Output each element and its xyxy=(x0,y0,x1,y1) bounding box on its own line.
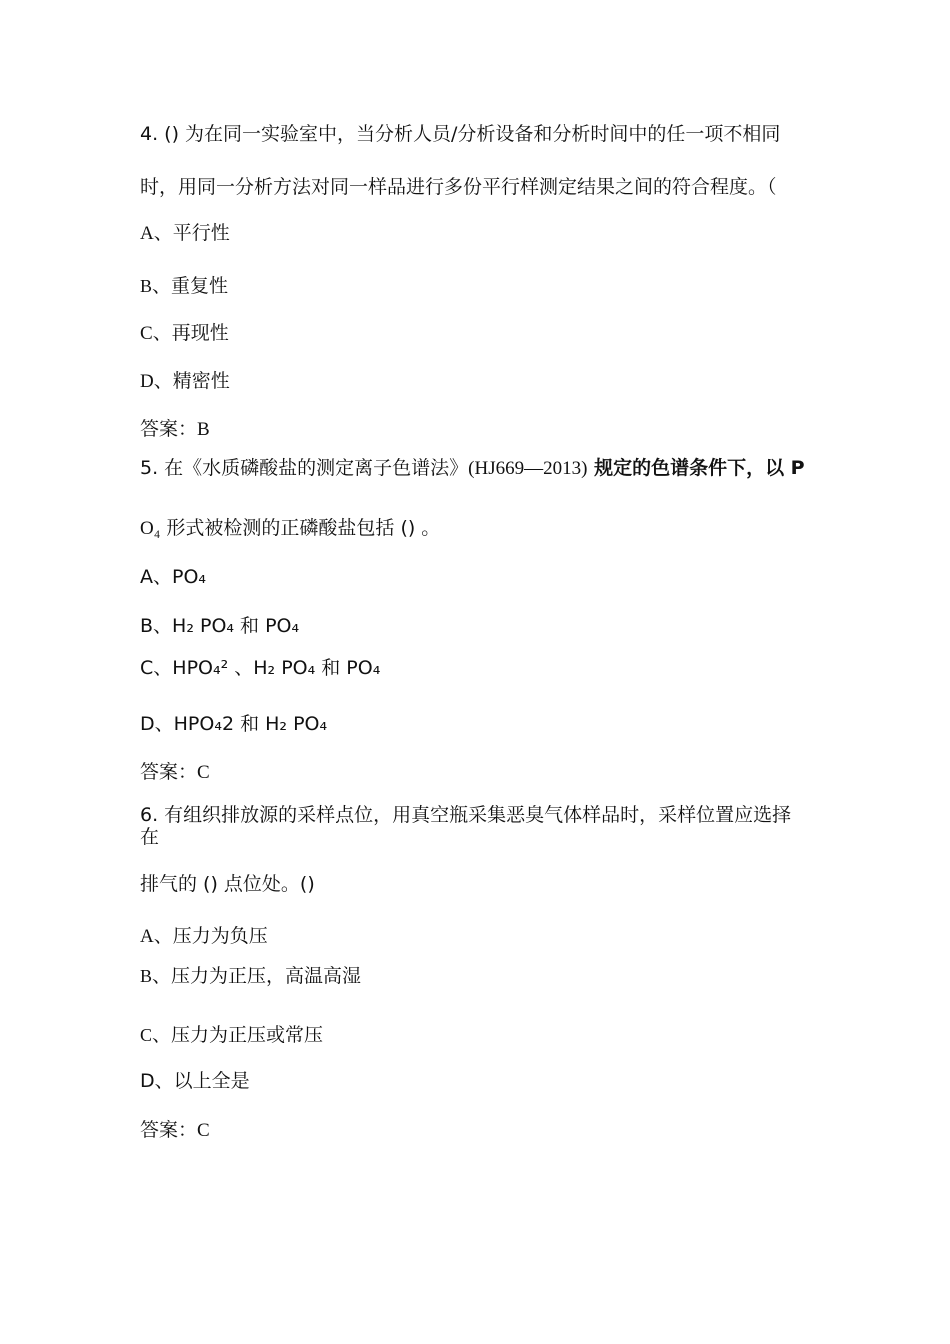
option-text: 、压力为负压 xyxy=(153,925,268,947)
option-text: 、再现性 xyxy=(152,322,229,344)
q4-stem-line1: 4. () 为在同一实验室中，当分析人员/分析设备和分析时间中的任一项不相同 xyxy=(140,123,781,145)
option-text: 、HPO₄2 和 H₂ PO₄ xyxy=(154,713,328,735)
option-letter: B xyxy=(140,615,154,637)
option-text: 、压力为正压或常压 xyxy=(152,1024,324,1046)
q5-stem-bold: 规定的色谱条件下，以 P xyxy=(587,457,805,479)
option-letter: A xyxy=(140,566,153,588)
option-text: 、以上全是 xyxy=(154,1070,250,1092)
q5-standard-code: (HJ669—2013) xyxy=(468,458,588,479)
q5-stem-rest: 形式被检测的正磷酸盐包括 () 。 xyxy=(160,517,441,539)
q4-answer xyxy=(140,418,810,441)
option-letter: D xyxy=(140,371,154,392)
q5-option-a xyxy=(140,566,810,588)
option-letter: B xyxy=(140,966,153,986)
answer-value: C xyxy=(197,1120,210,1141)
answer-label: 答案： xyxy=(140,761,198,783)
q6-answer xyxy=(140,1119,810,1142)
q5-stem-line2 xyxy=(140,517,810,540)
answer-label: 答案： xyxy=(140,418,198,440)
q6-stem-line1b: 在 xyxy=(140,826,160,848)
q6-option-d xyxy=(140,1070,810,1092)
q5-stem-prefix: 5. 在《水质磷酸盐的测定离子色谱法》 xyxy=(140,457,469,479)
q5-option-d xyxy=(140,713,810,735)
option-letter: A xyxy=(140,926,154,947)
answer-value: C xyxy=(197,762,210,783)
option-letter: C xyxy=(140,657,154,679)
q4-option-d xyxy=(140,370,810,393)
option-letter: D xyxy=(140,1070,155,1092)
option-letter: C xyxy=(140,323,153,344)
option-letter: B xyxy=(140,276,153,296)
q5-answer xyxy=(140,761,810,784)
option-letter: A xyxy=(140,223,154,244)
q6-stem-line2: 排气的 () 点位处。() xyxy=(140,873,315,895)
q5-stem-line1 xyxy=(140,457,810,480)
option-letter: D xyxy=(140,713,155,735)
option-text: 、重复性 xyxy=(152,275,229,297)
q4-option-b xyxy=(140,275,810,297)
answer-label: 答案： xyxy=(140,1119,198,1141)
option-letter: C xyxy=(140,1025,153,1045)
q6-option-c xyxy=(140,1024,810,1046)
q5-option-b xyxy=(140,615,810,637)
option-text: 、精密性 xyxy=(153,370,230,392)
option-text: 、H₂ PO₄ 和 PO₄ xyxy=(153,615,300,637)
option-text: 、HPO₄² 、H₂ PO₄ 和 PO₄ xyxy=(153,657,381,679)
q6-option-b xyxy=(140,965,810,987)
option-text: 、压力为正压，高温高湿 xyxy=(152,965,362,987)
q4-stem-line2: 时，用同一分析方法对同一样品进行多份平行样测定结果之间的符合程度。（ xyxy=(140,176,777,198)
q6-option-a xyxy=(140,925,810,948)
q4-option-a xyxy=(140,222,810,245)
option-text: 、PO₄ xyxy=(153,566,207,588)
q5-option-c xyxy=(140,657,810,679)
q5-formula-o4: O₄ xyxy=(140,518,161,539)
q4-option-c xyxy=(140,322,810,345)
option-text: 、平行性 xyxy=(153,222,230,244)
answer-value: B xyxy=(197,419,210,440)
q6-stem-line1: 6. 有组织排放源的采样点位，用真空瓶采集恶臭气体样品时，采样位置应选择 xyxy=(140,804,792,826)
